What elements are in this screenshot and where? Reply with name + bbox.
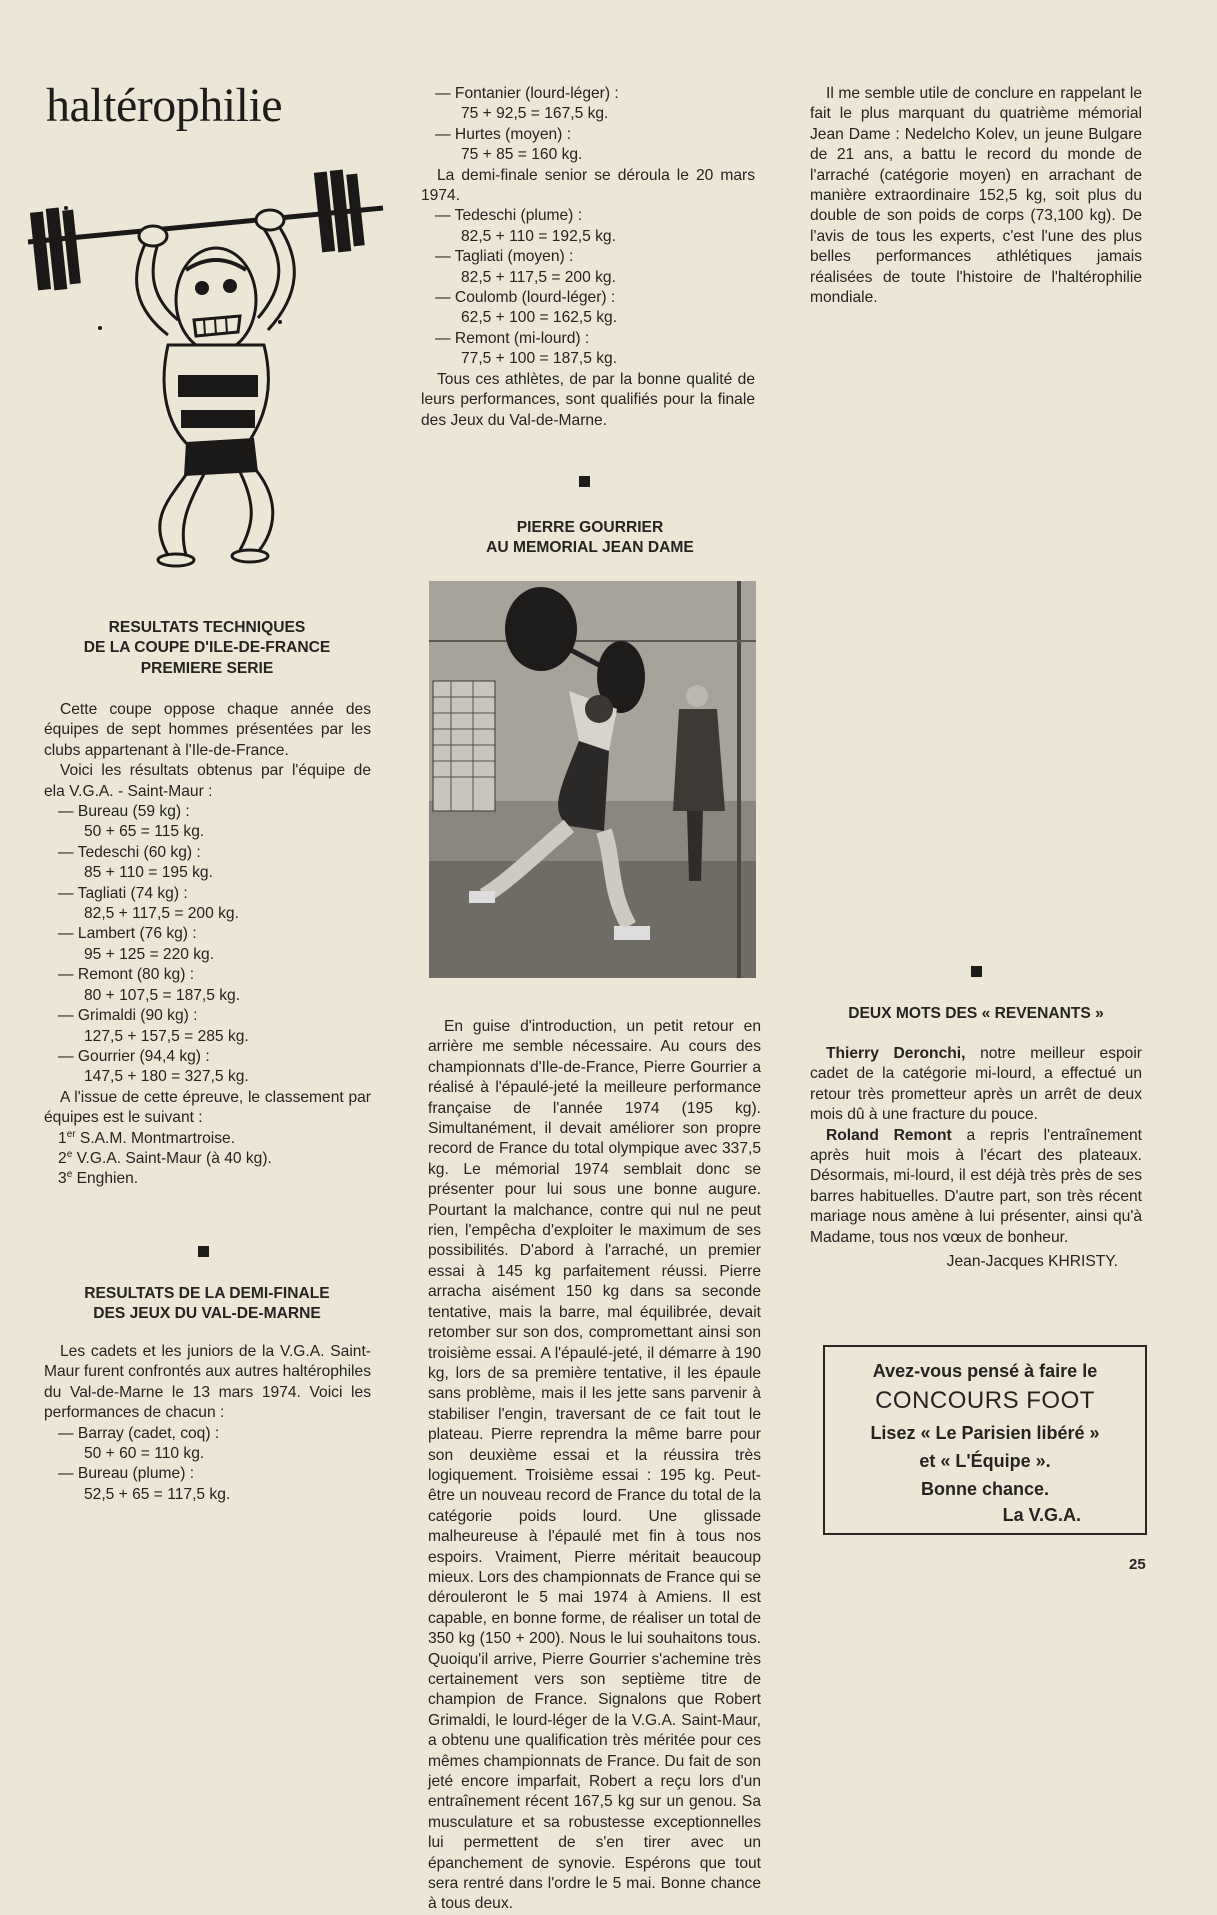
section4-paragraph-2: Roland Remont a repris l'entraînement après huit mois à l'écart des plateaux. Désormais, mi-lourd, il est déjà très près de ses barres habituelles. D'autre part, son très récent mariage nous amène à lui présenter, ainsi qu'à Madame, tous nos vœux de bonheur. bbox=[810, 1126, 1142, 1246]
section1-intro2: Voici les résultats obtenus par l'équipe de ela V.G.A. - Saint-Maur : bbox=[44, 762, 371, 800]
section-separator bbox=[198, 1246, 209, 1257]
section1-intro: Cette coupe oppose chaque année des équipes de sept hommes présentées par les clubs appartenant à l'Ile-de-France. bbox=[44, 701, 371, 759]
section2-results-a: — Barray (cadet, coq) : 50 + 60 = 110 kg. — Bureau (plume) : 52,5 + 65 = 117,5 kg. bbox=[58, 1424, 231, 1503]
section4-heading: DEUX MOTS DES « REVENANTS » bbox=[848, 1005, 1104, 1022]
column-1-text bbox=[44, 700, 371, 1190]
page-title: haltérophilie bbox=[46, 79, 283, 132]
section2-intro: Les cadets et les juniors de la V.G.A. Saint-Maur furent confrontés aux autres haltérophiles du Val-de-Marne le 13 mars 1974. Voici les performances de chacun : bbox=[44, 1343, 371, 1422]
column-2-lower-text bbox=[428, 1017, 761, 1915]
section2-heading: RESULTATS DE LA DEMI-FINALE DES JEUX DU VAL-DE-MARNE bbox=[84, 1285, 330, 1323]
page-number: 25 bbox=[1129, 1556, 1146, 1573]
column-1-lower-text bbox=[44, 1342, 371, 1505]
section3-paragraph-2: Il me semble utile de conclure en rappelant le fait le plus marquant du quatrième mémorial Jean Dame : Nedelcho Kolev, un jeune Bulgare de 21 ans, a battu le record du monde de l'arraché (catégorie moyen) en arrachant de manière extraordinaire 152,5 kg, soit plus du double de son poids de corps (73,100 kg). De l'avis de tous les experts, c'est l'une des plus belles performances athlétiques jamais réalisées de toute l'histoire de l'haltérophilie mondiale. bbox=[810, 85, 1142, 307]
section2-conclusion: Tous ces athlètes, de par la bonne qualité de leurs performances, sont qualifiés pour la finale des Jeux du Val-de-Marne. bbox=[421, 370, 755, 429]
section2-results-b: — Fontanier (lourd-léger) : 75 + 92,5 = 167,5 kg. — Hurtes (moyen) : 75 + 85 = 160 kg. bbox=[435, 85, 619, 164]
section2-senior-results: — Tedeschi (plume) : 82,5 + 110 = 192,5 kg. — Tagliati (moyen) : 82,5 + 117,5 = 200 kg. — Coulomb (lourd-léger) : 62,5 + 100 = 162,5 kg. — Remont (mi-lourd) : 77,5 + 100 = 187,5 kg. bbox=[435, 207, 618, 368]
section3-heading: PIERRE GOURRIER AU MEMORIAL JEAN DAME bbox=[486, 519, 694, 557]
section2-senior-intro: La demi-finale senior se déroula le 20 mars 1974. bbox=[421, 166, 755, 205]
section4-paragraph-1: Thierry Deronchi, notre meilleur espoir cadet de la catégorie mi-lourd, a effectué un retour très prometteur après un arrêt de deux mois dû à une fracture du pouce. bbox=[810, 1045, 1142, 1124]
section-separator bbox=[971, 966, 982, 977]
section3-paragraph-1: En guise d'introduction, un petit retour en arrière me semble nécessaire. Au cours des championnats d'Ile-de-France, Pierre Gourrier a réalisé à l'épaulé-jeté la meilleure performance française de l'année 1974 (195 kg). Simultanément, il devait améliorer son propre record de France du total olympique avec 337,5 kg. Le mémorial 1974 semblait donc se présenter pour lui sous une bonne augure. Pourtant la malchance, contre qui nul ne peut rien, l'empêcha d'exploiter le maximum de ses possibilités. D'abord à l'arraché, un premier essai à 145 kg parfaitement réussi. Pierre arracha aisément 150 kg dans sa seconde tentative, mais la barre, mal équilibrée, devait retomber sur son dos, compromettant ainsi son troisième essai. A l'épaulé-jeté, il démarre à 190 kg, lors de sa première tentative, il les épaule sans problème, mais il les jette sans parvenir à stabiliser l'engin, traversant de ce fait tout le plateau. Pierre reprendra la même barre pour son deuxième essai et la réussira très logiquement. Troisième essai : 195 kg. Peut-être un nouveau record de France du total de la catégorie poids lourd. Une glissade malheureuse à l'épaulé met fin à tous nos espoirs. Vraiment, Pierre méritait beaucoup mieux. Lors des championnats de France qui se dérouleront le 5 mai 1974 à Amiens. Il est capable, en bonne forme, de réaliser un total de 350 kg (150 + 200). Nous le lui souhaitons tous. Quoiqu'il arrive, Pierre Gourrier s'achemine très certainement vers son septième titre de champion de France. Signalons que Robert Grimaldi, le lourd-léger de la V.G.A. Saint-Maur, a obtenu une qualification très méritée pour ces mêmes championnats de France. Du fait de son jeté encore imparfait, Robert a reçu lors d'un entraînement récent 167,5 kg sur un genou. Sa musculature et sa robustesse exceptionnelles lui permettent de s'en tirer avec un épanchement de synovie. Espérons que tout sera rentré dans l'ordre le 5 mai. Bonne chance à tous deux. bbox=[428, 1018, 761, 1913]
concours-foot-ad: Avez-vous pensé à faire le CONCOURS FOOT Lisez « Le Parisien libéré » et « L'Équipe ». Bonne chance. La V.G.A. bbox=[823, 1345, 1147, 1535]
weightlifter-photo bbox=[429, 581, 756, 978]
section1-results: — Bureau (59 kg) : 50 + 65 = 115 kg. — Tedeschi (60 kg) : 85 + 110 = 195 kg. — Tagliati (74 kg) : 82,5 + 117,5 = 200 kg. — Lambert (76 kg) : 95 + 125 = 220 kg. — Remont (80 kg) : 80 + 107,5 = 187,5 kg. — Grimaldi (90 kg) : 127,5 + 157,5 = 285 kg. — Gourrier (94,4 kg) : 147,5 + 180 = 327,5 kg. bbox=[58, 803, 249, 1086]
column-3-lower-text bbox=[810, 1044, 1142, 1272]
signature: Jean-Jacques KHRISTY. bbox=[946, 1253, 1118, 1271]
section1-ranking-intro: A l'issue de cette épreuve, le classement par équipes est le suivant : bbox=[44, 1088, 371, 1127]
column-3-text bbox=[810, 84, 1142, 308]
section1-heading: RESULTATS TECHNIQUES DE LA COUPE D'ILE-DE-FRANCE PREMIERE SERIE bbox=[83, 619, 331, 677]
section1-ranking: 1er S.A.M. Montmartroise. 2e V.G.A. Saint-Maur (à 40 kg). 3e Enghien. bbox=[58, 1128, 272, 1188]
section-separator bbox=[579, 476, 590, 487]
column-2-text bbox=[421, 84, 755, 431]
weightlifter-illustration bbox=[18, 160, 388, 580]
